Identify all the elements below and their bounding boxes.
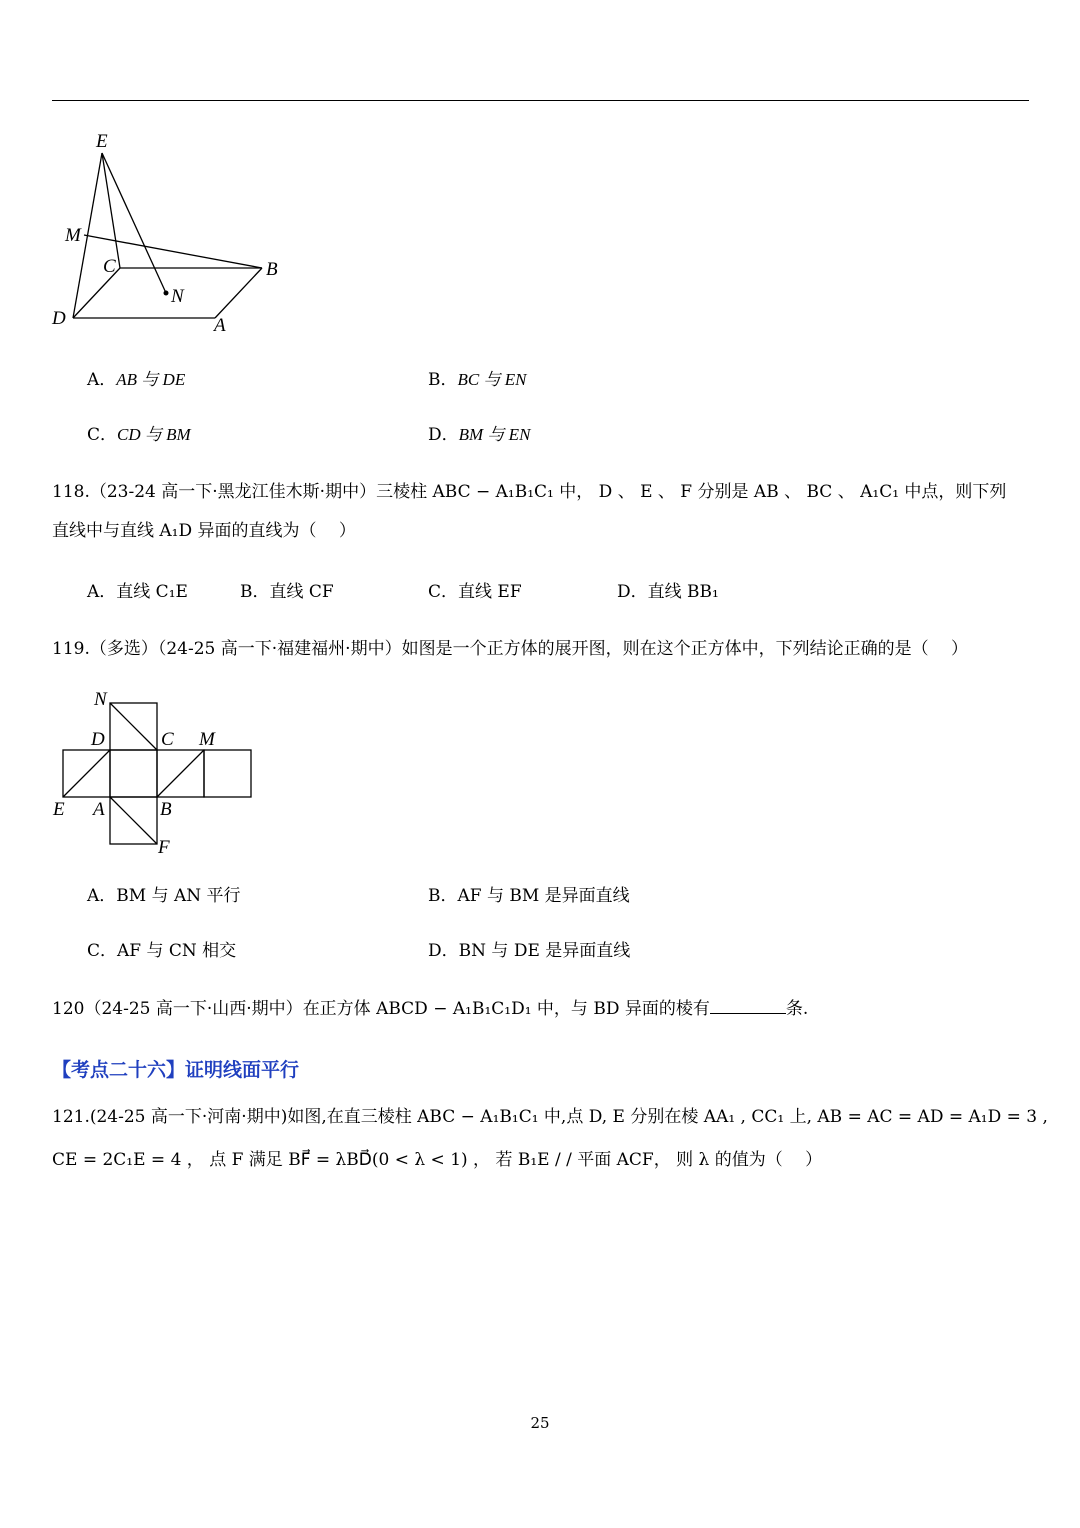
q119-source: （24-25 高一下·福建福州·期中） [157,639,402,659]
label-D: D [52,308,66,329]
q118-source: （23-24 高一下·黑龙江佳木斯·期中） [89,482,377,502]
q118-stem-line2: 直线中与直线 A₁D 异面的直线为（ ） [52,521,356,541]
q119-stem: 119.（多选）（24-25 高一下·福建福州·期中）如图是一个正方体的展开图，则在这个正方体中，下列结论正确的是（ ） [52,639,968,659]
label-C: C [161,729,174,750]
q118-option-c[interactable]: C．直线 EF [428,582,522,602]
q121-source: (24-25 高一下·河南·期中) [89,1107,288,1127]
q119-option-d[interactable]: D．BN 与 DE 是异面直线 [428,941,631,961]
label-A: A [214,315,226,336]
label-A: A [93,799,105,820]
q119-option-c[interactable]: C．AF 与 CN 相交 [87,941,237,961]
q117-option-a[interactable]: A．AB 与 DE [87,370,186,390]
label-M: M [199,729,215,750]
q121-number: 121. [52,1107,90,1127]
q118-option-b[interactable]: B．直线 CF [240,582,334,602]
q119-option-b[interactable]: B．AF 与 BM 是异面直线 [428,886,630,906]
label-N: N [94,689,107,710]
q121-stem-line2: CE = 2C₁E = 4 ， 点 F 满足 BF⃗ = λBD⃗(0 < λ < 1) ， 若 B₁E / / 平面 ACF， 则 λ 的值为（ ） [52,1150,823,1170]
label-N: N [171,286,184,307]
point-N [164,291,169,296]
header-rule [52,100,1029,101]
q118-stem-line1: 118.（23-24 高一下·黑龙江佳木斯·期中）三棱柱 ABC − A₁B₁C₁ 中， D 、 E 、 F 分别是 AB 、 BC 、 A₁C₁ 中点，则下列 [52,482,1007,502]
q117-option-b[interactable]: B．BC 与 EN [428,370,527,390]
label-E: E [96,131,108,152]
edge-AB [215,268,262,318]
label-B: B [266,259,278,280]
q121-stem-line1: 121.(24-25 高一下·河南·期中)如图,在直三棱柱 ABC − A₁B₁C₁ 中,点 D, E 分别在棱 AA₁ , CC₁ 上, AB = AC = AD = A₁D = 3 , [52,1107,1048,1127]
q119-option-a[interactable]: A．BM 与 AN 平行 [87,886,241,906]
q120-stem: 120（24-25 高一下·山西·期中）在正方体 ABCD − A₁B₁C₁D₁ 中，与 BD 异面的棱有 条. [52,999,809,1019]
q120-number: 120 [52,999,85,1019]
label-F: F [158,837,170,858]
figure-cube-net [45,685,265,860]
q118-option-d[interactable]: D．直线 BB₁ [617,582,719,602]
diag-DE [63,750,110,797]
label-E: E [53,799,65,820]
q118-option-a[interactable]: A．直线 C₁E [87,582,188,602]
q120-source: （24-25 高一下·山西·期中） [84,999,303,1019]
edge-EC [102,153,120,268]
q117-option-c[interactable]: C．CD 与 BM [87,425,191,445]
label-M: M [65,225,81,246]
q119-number: 119. [52,639,90,659]
q118-number: 118. [52,482,90,502]
label-D: D [91,729,105,750]
diag-AF [110,797,157,844]
diag-NC [110,703,157,750]
q117-option-d[interactable]: D．BM 与 EN [428,425,531,445]
section-heading: 【考点二十六】证明线面平行 [52,1059,300,1081]
label-B: B [160,799,172,820]
label-C: C [103,256,116,277]
q120-answer-blank[interactable] [710,997,786,1014]
q119-tag: （多选） [89,639,158,659]
diag-BM [157,750,204,797]
page-number: 25 [530,1414,550,1432]
figure-pyramid [40,125,300,340]
